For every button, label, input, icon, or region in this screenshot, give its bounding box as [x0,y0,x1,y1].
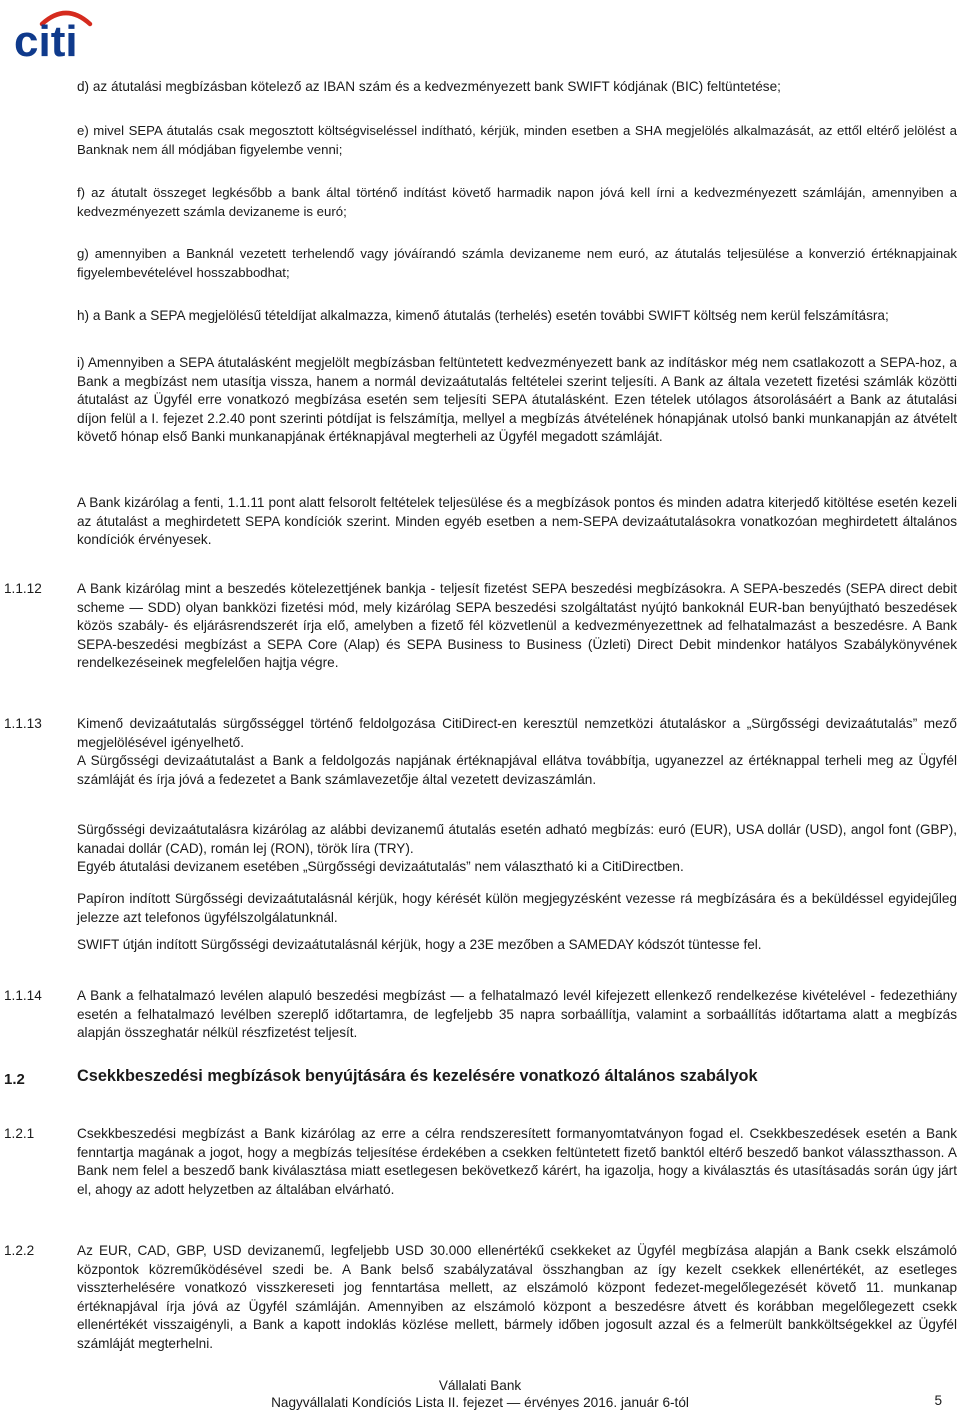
section-number: 1.2.1 [4,1126,35,1141]
section-1-1-14: A Bank a felhatalmazó levélen alapuló beszedési megbízást ― a felhatalmazó levél kifejezett ellenkező rendelkezése kivételével - fedezethiány esetén a felhatalmazó levélben szereplő időtartamra, de legfeljebb 35 napra sorbaállítja, valamint a sorbaállítás időtartama alatt a megbízás alapján összeghatár nélkül részfizetést teljesít. [77,988,957,1041]
item-h: h) a Bank a SEPA megjelölésű tételdíjat alkalmazza, kimenő átutalás (terhelés) esetén további SWIFT költség nem kerül felszámításra; [77,308,889,323]
section-1-1-13 [77,715,957,789]
footer-line1: Vállalati Bank [438,1378,522,1393]
citi-logo [12,4,94,60]
item-i: i) Amennyiben a SEPA átutalásként megjelölt megbízásban feltüntetett kedvezményezett bank az indításkor még nem csatlakozott a SEPA-hoz, a Bank a megbízást nem utasítja vissza, hanem a normál devizaátutalás feltételei szerint teljesíti. A Bank az általa vezetett fizetési számlák közötti átutalást az Ügyfél erre vonatkozó megbízása esetén sem teljesíti SEPA átutalásként. Ezen tételek utólagos átsorolásáért a Bank az átutalási díjon felül a I. fejezet 2.2.40 pont szerinti pótdíjat is felszámítja, mellyel a megbízás átvételének hónapjának utolsó banki munkanapján az átvételt követő hónap első Banki munkanapjának értéknapjával megterheli az Ügyfél megadott számláját. [77,355,957,445]
section-number: 1.2.2 [4,1243,35,1258]
section-1-1-13-line2: A Sürgősségi devizaátutalást a Bank a feldolgozás napjának értéknapjával ellátva továbbítja, ugyanezzel az értéknappal terheli meg az Ügyfél számláját és írja jóvá a fedezetet a Bank számlavezetője által vezetett devizaszámlán. [77,753,957,787]
section-heading: Csekkbeszedési megbízások benyújtására és kezelésére vonatkozó általános szabályok [77,1067,758,1085]
section-1-1-13-line1: Kimenő devizaátutalás sürgősséggel történő feldolgozása CitiDirect-en keresztül nemzetközi átutaláskor a „Sürgősségi devizaátutalás” mező megjelölésével igényelhető. [77,716,957,750]
item-f: f) az átutalt összeget legkésőbb a bank által történő indítást követő harmadik napon jóvá kell írni a kedvezményezett számláján, amennyiben a kedvezményezett számla devizaneme is euró; [77,185,957,219]
section-1-1-12: A Bank kizárólag mint a beszedés kötelezettjének bankja - teljesít fizetést SEPA beszedési megbízásokra. A SEPA-beszedés (SEPA direct debit scheme ― SDD) olyan bankközi fizetési mód, mely kizárólag SEPA beszedési szolgáltatást nyújtó bankoknál EUR-ban benyújtható beszedések közös szabály- és eljárásrendszerét írja elő, amelyben a fizető fél közvetlenül a kedvezményezettnek ad felhatalmazást a beszedésre. A Bank SEPA-beszedési megbízást a SEPA Core (Alap) és SEPA Business to Business (Üzleti) Direct Debit mindenkor hatályos Szabálykönyvének rendelkezéseinek megfelelően hajtja végre. [77,581,957,671]
paragraph-fenti: A Bank kizárólag a fenti, 1.1.11 pont alatt felsorolt feltételek teljesülése és a megbízások pontos és minden adatra kiterjedő kitöltése esetén kezeli az átutalást a meghirdetett SEPA kondíciók szerint. Minden egyéb esetben a nem-SEPA devizaátutalásokra vonatkozóan meghirdetett általános kondíciók érvényesek. [77,495,957,548]
page-number: 5 [934,1393,942,1408]
item-e: e) mivel SEPA átutalás csak megosztott költségviseléssel indítható, kérjük, minden esetben a SHA megjelölés alkalmazását, az ettől eltérő jelölést a Banknak nem áll módjában figyelembe venni; [77,123,957,157]
currencies-line2: Egyéb átutalási devizanem esetében „Sürgősségi devizaátutalás” nem választható ki a CitiDirectben. [77,859,684,875]
citi-logo-text: citi [14,17,78,60]
footer-line2: Nagyvállalati Kondíciós Lista II. fejezet ― érvényes 2016. január 6-tól [271,1395,689,1410]
paragraph-swift: SWIFT útján indított Sürgősségi devizaátutalásnál kérjük, hogy a 23E mezőben a SAMEDAY kódszót tüntesse fel. [77,937,762,952]
heading-number: 1.2 [4,1071,25,1088]
paragraph-paper: Papíron indított Sürgősségi devizaátutalásnál kérjük, hogy kérését külön megjegyzésként vezesse rá megbízására és a beküldéssel egyidejűleg jelezze azt telefonos ügyfélszolgálatunknál. [77,891,957,925]
section-1-2-1: Csekkbeszedési megbízást a Bank kizárólag az erre a célra rendszeresített formanyomtatványon fogad el. Csekkbeszedések esetén a Bank fenntartja magának a jogot, hogy a megbízás teljesítése érdekében a csekken feltüntetett fizető banktól eltérő beszedő bankot válasszthasson. A Bank nem felel a beszedő bank kiválasztása miatt esetlegesen bekövetkező kárért, ha igazolja, hogy a kiválasztás és utasításadás során úgy járt el, ahogy az adott helyzetben az általában elvárható. [77,1126,957,1197]
paragraph-currencies [77,821,957,877]
item-d: d) az átutalási megbízásban kötelező az IBAN szám és a kedvezményezett bank SWIFT kódjának (BIC) feltüntetése; [77,79,781,94]
section-number: 1.1.12 [4,581,42,596]
section-number: 1.1.14 [4,988,42,1003]
item-g: g) amennyiben a Banknál vezetett terhelendő vagy jóváírandó számla devizaneme nem euró, az átutalás teljesülése a konverzió értéknapjainak figyelembevételével hosszabbodhat; [77,246,957,280]
section-number: 1.1.13 [4,716,42,731]
section-1-2-2: Az EUR, CAD, GBP, USD devizanemű, legfeljebb USD 30.000 ellenértékű csekkeket az Ügyfél megbízása alapján a Bank csekk elszámoló központok közreműködésével szedi be. A Bank belső szabályzatával összhangban az így kezelt csekkek ellenértékét, az esetleges visszterhelésére vonatkozó visszkereseti jog fenntartása mellett, az elszámoló központ fedezet-megelőlegezését követő 11. munkanap értéknapjával írja jóvá az Ügyfél számláján. Amennyiben az elszámoló központ a beszedésre átvett és korábban megelőlegezett csekk ellenértékét visszaigényli, a Bank a kapott indoklás közlése mellett, bármely időben jogosult azzal és a felmerült bankköltségekkel az Ügyfél számláját megterhelni. [77,1243,957,1351]
currencies-line1: Sürgősségi devizaátutalásra kizárólag az alábbi devizanemű átutalás esetén adható megbízás: euró (EUR), USA dollár (USD), angol font (GBP), kanadai dollár (CAD), román lej (RON), török líra (TRY). [77,822,957,856]
